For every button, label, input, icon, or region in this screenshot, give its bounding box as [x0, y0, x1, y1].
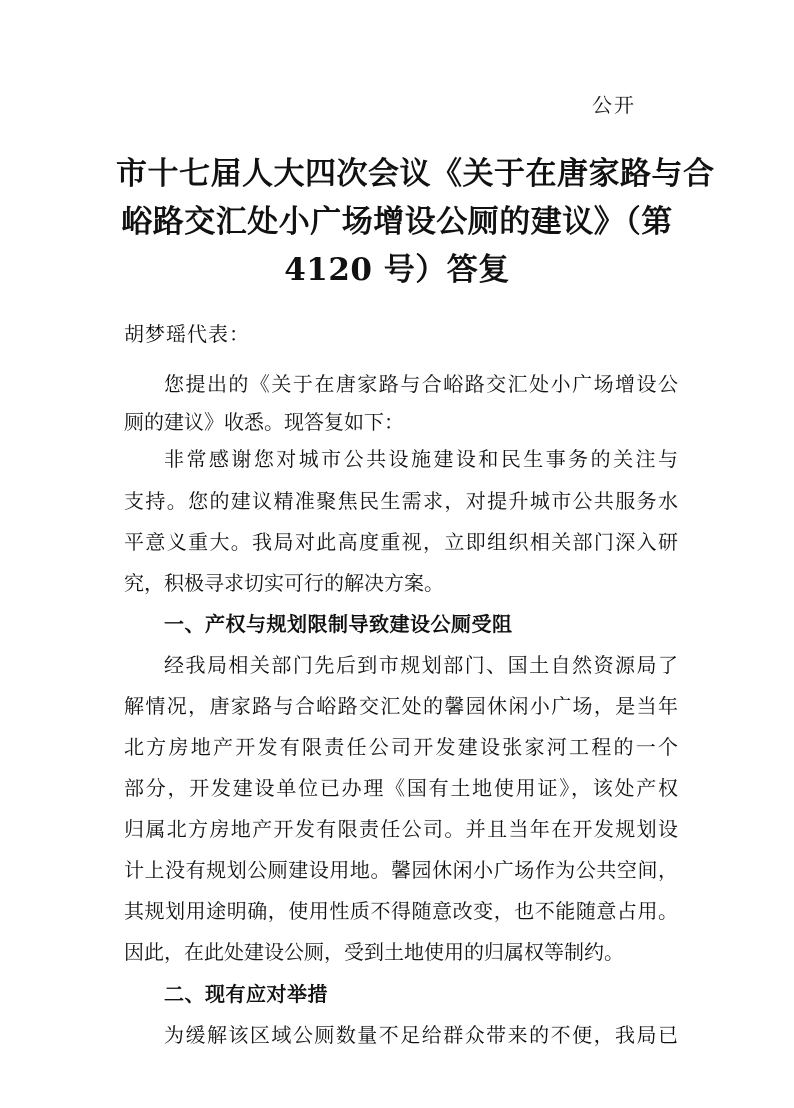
section-2-heading: 二、现有应对举措: [164, 982, 328, 1006]
disclosure-mark: 公开: [592, 93, 636, 117]
thanks-line-1: 非常感谢您对城市公共设施建设和民生事务的关注与: [164, 447, 678, 471]
section-1-line-2: 解情况，唐家路与合峪路交汇处的馨园休闲小广场，是当年: [124, 694, 678, 718]
section-1-line-7: 其规划用途明确，使用性质不得随意改变，也不能随意占用。: [124, 899, 678, 923]
thanks-line-3: 平意义重大。我局对此高度重视，立即组织相关部门深入研: [124, 530, 678, 554]
thanks-line-2: 支持。您的建议精准聚焦民生需求，对提升城市公共服务水: [124, 489, 678, 513]
title-line-2: 峪路交汇处小广场增设公厕的建议》（第: [121, 204, 673, 240]
section-2-line-1: 为缓解该区域公厕数量不足给群众带来的不便，我局已: [164, 1023, 678, 1047]
section-1-line-4: 部分，开发建设单位已办理《国有土地使用证》，该处产权: [124, 776, 678, 800]
section-1-line-5: 归属北方房地产开发有限责任公司。并且当年在开发规划设: [124, 817, 678, 841]
section-1-line-6: 计上没有规划公厕建设用地。馨园休闲小广场作为公共空间，: [124, 858, 678, 882]
section-1-line-3: 北方房地产开发有限责任公司开发建设张家河工程的一个: [124, 735, 678, 759]
section-1-heading: 一、产权与规划限制导致建设公厕受阻: [164, 612, 513, 636]
title-line-3: 4120 号）答复: [284, 252, 510, 288]
intro-line-1: 您提出的《关于在唐家路与合峪路交汇处小广场增设公: [164, 372, 678, 396]
title-line-1: 市十七届人大四次会议《关于在唐家路与合: [116, 156, 715, 192]
section-1-line-8: 因此，在此处建设公厕，受到土地使用的归属权等制约。: [124, 940, 624, 964]
document-title: [116, 150, 715, 294]
thanks-line-4: 究，积极寻求切实可行的解决方案。: [124, 571, 444, 595]
section-1-line-1: 经我局相关部门先后到市规划部门、国土自然资源局了: [164, 653, 678, 677]
salutation: 胡梦瑶代表：: [124, 322, 250, 346]
intro-line-2: 厕的建议》收悉。现答复如下：: [124, 410, 404, 434]
